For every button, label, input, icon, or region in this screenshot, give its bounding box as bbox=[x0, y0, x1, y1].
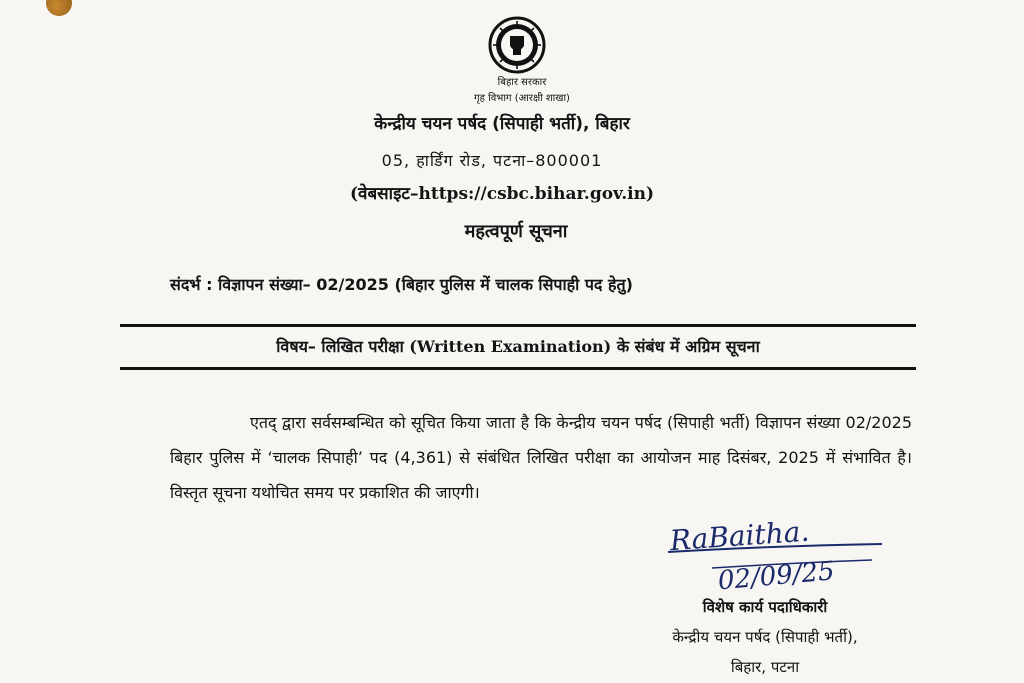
signature-name: RaBaitha. bbox=[668, 514, 811, 558]
government-name: बिहार सरकार bbox=[497, 77, 547, 88]
bihar-government-emblem-icon bbox=[488, 16, 546, 74]
notice-body: एतद् द्वारा सर्वसम्बन्धित को सूचित किया जाता है कि केन्द्रीय चयन पर्षद (सिपाही भर्ती) विज्ञापन संख्या 02/2025 बिहार पुलिस में ‘चालक सिपाही’ पद (4,361) से संबंधित लिखित परीक्षा का आयोजन माह दिसंबर, 2025 में संभावित है। विस्तृत सूचना यथोचित समय पर प्रकाशित की जाएगी। bbox=[170, 413, 912, 502]
subject-top-rule bbox=[120, 324, 916, 327]
subject-prefix: विषय– लिखित परीक्षा bbox=[276, 337, 410, 356]
signatory-title: विशेष कार्य पदाधिकारी bbox=[702, 598, 828, 616]
department-name: गृह विभाग (आरक्षी शाखा) bbox=[474, 93, 570, 104]
notice-title: महत्वपूर्ण सूचना bbox=[464, 221, 568, 242]
signature-date: 02/09/25 bbox=[716, 556, 836, 597]
corner-stain bbox=[46, 0, 72, 16]
website-line: (वेबसाइट–https://csbc.bihar.gov.in) bbox=[349, 184, 654, 204]
subject-suffix: के संबंध में अग्रिम सूचना bbox=[611, 337, 760, 356]
subject-english: (Written Examination) bbox=[409, 337, 612, 356]
signatory-organization: केन्द्रीय चयन पर्षद (सिपाही भर्ती), bbox=[672, 628, 858, 646]
handwritten-signature bbox=[660, 508, 890, 598]
subject-line bbox=[120, 335, 916, 357]
reference-line: संदर्भ : विज्ञापन संख्या– 02/2025 (बिहार पुलिस में चालक सिपाही पद हेतु) bbox=[170, 275, 633, 294]
signatory-block bbox=[600, 592, 930, 682]
subject-bottom-rule bbox=[120, 367, 916, 370]
signatory-location: बिहार, पटना bbox=[730, 658, 800, 676]
office-address: 05, हार्डिंग रोड, पटना–800001 bbox=[381, 151, 603, 170]
organization-name: केन्द्रीय चयन पर्षद (सिपाही भर्ती), बिहार bbox=[374, 114, 630, 134]
